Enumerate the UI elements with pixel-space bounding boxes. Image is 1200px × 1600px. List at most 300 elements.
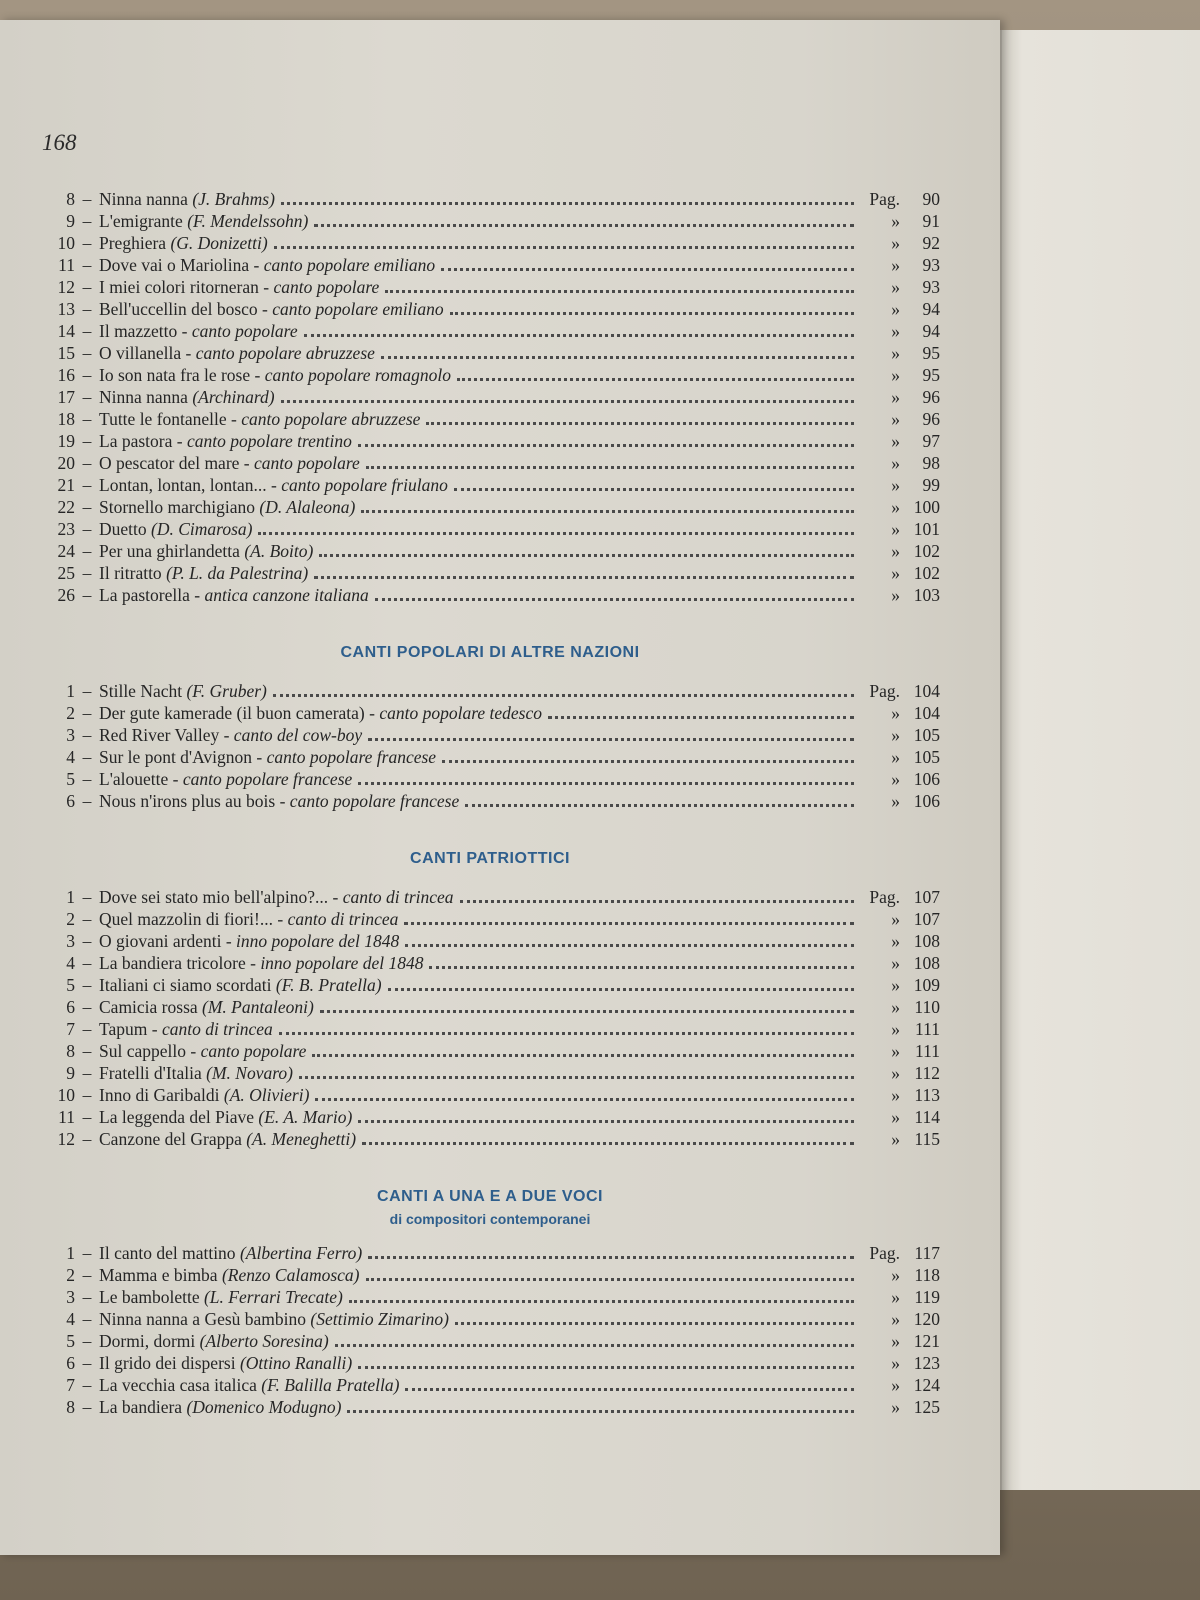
item-title-text: Ninna nanna — [99, 189, 193, 209]
dot-leader — [314, 210, 854, 227]
pag-label: » — [891, 453, 900, 473]
item-title — [99, 1352, 352, 1374]
list-item — [40, 474, 940, 496]
item-page: 115 — [914, 1129, 940, 1149]
item-number: 21 — [57, 475, 75, 495]
pag-label: » — [891, 953, 900, 973]
item-dash: – — [82, 211, 92, 231]
item-title-text: Duetto — [99, 519, 152, 539]
item-author: (F. B. Pratella) — [275, 975, 382, 995]
pag-label: » — [891, 1129, 900, 1149]
item-number: 1 — [66, 887, 75, 907]
pag-label: » — [891, 975, 900, 995]
pag-label: » — [891, 909, 900, 929]
item-title — [99, 1242, 362, 1264]
item-author: (P. L. da Palestrina) — [166, 563, 309, 583]
item-page: 111 — [915, 1019, 940, 1039]
item-page: 107 — [913, 909, 940, 929]
item-number: 15 — [57, 343, 75, 363]
list-item — [40, 1308, 940, 1330]
list-item — [40, 1040, 940, 1062]
item-number: 18 — [57, 409, 75, 429]
item-number: 4 — [66, 953, 75, 973]
dot-leader — [273, 680, 854, 697]
dot-leader — [349, 1286, 854, 1303]
item-number: 16 — [57, 365, 75, 385]
dot-leader — [361, 496, 854, 513]
pag-label: » — [891, 365, 900, 385]
dot-leader — [381, 342, 854, 359]
item-dash: – — [82, 299, 92, 319]
item-title — [99, 1264, 360, 1286]
item-author: (L. Ferrari Trecate) — [203, 1287, 343, 1307]
item-title-text: Inno di Garibaldi — [99, 1085, 224, 1105]
list-item — [40, 768, 940, 790]
item-title-text: Italiani ci siamo scordati — [99, 975, 276, 995]
item-title — [99, 1330, 329, 1352]
item-title-text: O giovani ardenti - — [99, 931, 237, 951]
item-dash: – — [82, 1107, 92, 1127]
item-number: 3 — [66, 1287, 75, 1307]
item-title — [99, 680, 267, 702]
item-dash: – — [82, 409, 92, 429]
dot-leader — [442, 746, 854, 763]
pag-label: » — [891, 703, 900, 723]
book-cover-edge — [1000, 30, 1200, 1490]
section-title: CANTI POPOLARI DI ALTRE NAZIONI — [340, 644, 640, 661]
item-author: (G. Donizetti) — [170, 233, 268, 253]
pag-label: » — [891, 563, 900, 583]
pag-label: Pag. — [869, 189, 900, 209]
item-title — [99, 540, 313, 562]
section-title: CANTI A UNA E A DUE VOCI — [377, 1188, 603, 1205]
item-dash: – — [82, 791, 92, 811]
dot-leader — [388, 974, 854, 991]
item-author: canto popolare friulano — [281, 475, 448, 495]
item-title-text: Quel mazzolin di fiori!... - — [99, 909, 288, 929]
pag-label: » — [891, 299, 900, 319]
item-page: 120 — [913, 1309, 940, 1329]
list-item — [40, 1330, 940, 1352]
item-title-text: La vecchia casa italica — [99, 1375, 262, 1395]
item-author: canto di trincea — [161, 1019, 273, 1039]
pag-label: » — [891, 1375, 900, 1395]
item-title — [99, 724, 362, 746]
item-title-text: Red River Valley - — [99, 725, 234, 745]
pag-label: » — [891, 1107, 900, 1127]
item-number: 19 — [57, 431, 75, 451]
item-title-text: O villanella - — [99, 343, 196, 363]
list-item — [40, 342, 940, 364]
list-item — [40, 254, 940, 276]
pag-label: » — [891, 409, 900, 429]
dot-leader — [465, 790, 854, 807]
item-number: 2 — [66, 909, 75, 929]
item-title-text: O pescator del mare - — [99, 453, 254, 473]
item-dash: – — [82, 931, 92, 951]
dot-leader — [460, 886, 854, 903]
item-number: 8 — [66, 1041, 75, 1061]
list-item — [40, 1396, 940, 1418]
item-title — [99, 320, 298, 342]
pag-label: Pag. — [869, 681, 900, 701]
pag-label: » — [891, 343, 900, 363]
item-number: 12 — [57, 1129, 75, 1149]
item-dash: – — [82, 1331, 92, 1351]
item-title-text: Dove vai o Mariolina - — [99, 255, 264, 275]
dot-leader — [368, 724, 854, 741]
dot-leader — [548, 702, 854, 719]
pag-label: » — [891, 1063, 900, 1083]
item-number: 5 — [66, 975, 75, 995]
item-number: 26 — [57, 585, 75, 605]
dot-leader — [454, 474, 854, 491]
item-author: canto popolare francese — [289, 791, 460, 811]
item-dash: – — [82, 541, 92, 561]
dot-leader — [404, 908, 854, 925]
item-dash: – — [82, 909, 92, 929]
item-dash: – — [82, 725, 92, 745]
item-dash: – — [82, 703, 92, 723]
item-dash: – — [82, 365, 92, 385]
item-author: (Domenico Modugno) — [186, 1397, 342, 1417]
item-title — [99, 1374, 399, 1396]
item-dash: – — [82, 887, 92, 907]
item-title — [99, 386, 275, 408]
item-title — [99, 496, 355, 518]
item-dash: – — [82, 1309, 92, 1329]
item-title-text: Sul cappello - — [99, 1041, 201, 1061]
item-author: canto di trincea — [342, 887, 454, 907]
item-title-text: Stornello marchigiano — [99, 497, 260, 517]
item-title-text: L'alouette - — [99, 769, 183, 789]
item-title — [99, 408, 420, 430]
item-author: (Archinard) — [192, 387, 275, 407]
list-item — [40, 430, 940, 452]
item-page: 108 — [913, 953, 940, 973]
item-author: (J. Brahms) — [192, 189, 275, 209]
item-title-text: Stille Nacht — [99, 681, 187, 701]
pag-label: » — [891, 997, 900, 1017]
pag-label: Pag. — [869, 1243, 900, 1263]
pag-label: » — [891, 277, 900, 297]
dot-leader — [315, 1084, 854, 1101]
item-dash: – — [82, 1265, 92, 1285]
item-page: 106 — [913, 769, 940, 789]
section-title: CANTI PATRIOTTICI — [410, 850, 570, 867]
item-author: (A. Boito) — [244, 541, 314, 561]
page-number: 168 — [42, 130, 77, 155]
item-author: (Settimio Zimarino) — [310, 1309, 449, 1329]
item-title — [99, 1106, 352, 1128]
section-gap — [40, 1228, 940, 1242]
item-page: 107 — [913, 887, 940, 907]
item-title — [99, 886, 454, 908]
list-item — [40, 930, 940, 952]
item-number: 9 — [66, 211, 75, 231]
item-author: canto popolare abruzzese — [195, 343, 375, 363]
item-number: 7 — [66, 1375, 75, 1395]
item-author: (Renzo Calamosca) — [221, 1265, 360, 1285]
item-author: canto di trincea — [287, 909, 399, 929]
dot-leader — [281, 386, 854, 403]
pag-label: » — [891, 747, 900, 767]
item-title-text: Il ritratto — [99, 563, 167, 583]
item-page: 105 — [913, 747, 940, 767]
item-author: canto popolare emiliano — [272, 299, 444, 319]
item-title-text: Per una ghirlandetta — [99, 541, 245, 561]
item-number: 4 — [66, 1309, 75, 1329]
item-author: canto popolare emiliano — [263, 255, 436, 275]
dot-leader — [312, 1040, 854, 1057]
list-item — [40, 1374, 940, 1396]
dot-leader — [362, 1128, 854, 1145]
item-number: 14 — [57, 321, 75, 341]
item-dash: – — [82, 1397, 92, 1417]
item-title-text: I miei colori ritorneran - — [99, 277, 274, 297]
item-page: 104 — [913, 703, 940, 723]
item-title-text: Il mazzetto - — [99, 321, 192, 341]
item-dash: – — [82, 1063, 92, 1083]
item-page: 102 — [913, 541, 940, 561]
item-dash: – — [82, 975, 92, 995]
item-author: canto popolare francese — [266, 747, 437, 767]
item-number: 8 — [66, 1397, 75, 1417]
item-author: canto popolare abruzzese — [241, 409, 421, 429]
item-number: 25 — [57, 563, 75, 583]
dot-leader — [299, 1062, 854, 1079]
list-item — [40, 1106, 940, 1128]
item-page: 118 — [914, 1265, 940, 1285]
item-author: (F. Gruber) — [186, 681, 267, 701]
item-title-text: La bandiera tricolore - — [99, 953, 261, 973]
item-author: canto popolare — [191, 321, 298, 341]
list-item — [40, 680, 940, 702]
item-page: 92 — [922, 233, 940, 253]
dot-leader — [366, 452, 854, 469]
item-title-text: La leggenda del Piave — [99, 1107, 259, 1127]
item-title — [99, 298, 444, 320]
list-item — [40, 452, 940, 474]
dot-leader — [320, 996, 854, 1013]
item-dash: – — [82, 1375, 92, 1395]
item-title-text: Io son nata fra le rose - — [99, 365, 265, 385]
list-item — [40, 702, 940, 724]
item-title-text: Bell'uccellin del bosco - — [99, 299, 273, 319]
item-number: 7 — [66, 1019, 75, 1039]
list-item — [40, 562, 940, 584]
item-author: (D. Alaleona) — [259, 497, 356, 517]
table-of-contents — [40, 188, 940, 1418]
item-number: 1 — [66, 1243, 75, 1263]
pag-label: Pag. — [869, 887, 900, 907]
item-title — [99, 930, 399, 952]
item-title — [99, 996, 314, 1018]
item-title — [99, 1396, 341, 1418]
item-title-text: Tapum - — [99, 1019, 162, 1039]
pag-label: » — [891, 321, 900, 341]
item-title — [99, 342, 375, 364]
item-title — [99, 254, 435, 276]
list-item — [40, 1264, 940, 1286]
pag-label: » — [891, 1019, 900, 1039]
item-author: canto popolare romagnolo — [264, 365, 452, 385]
list-item — [40, 1352, 940, 1374]
item-dash: – — [82, 1353, 92, 1373]
pag-label: » — [891, 1041, 900, 1061]
item-title-text: Il grido dei dispersi — [99, 1353, 240, 1373]
item-title-text: L'emigrante — [99, 211, 188, 231]
item-title — [99, 768, 352, 790]
list-item — [40, 276, 940, 298]
dot-leader — [335, 1330, 854, 1347]
item-page: 105 — [913, 725, 940, 745]
item-page: 102 — [913, 563, 940, 583]
item-author: (A. Meneghetti) — [246, 1129, 357, 1149]
list-item — [40, 1084, 940, 1106]
pag-label: » — [891, 585, 900, 605]
item-title — [99, 210, 308, 232]
item-page: 95 — [922, 343, 940, 363]
pag-label: » — [891, 1353, 900, 1373]
item-dash: – — [82, 431, 92, 451]
list-item — [40, 746, 940, 768]
item-page: 119 — [914, 1287, 940, 1307]
dot-leader — [441, 254, 854, 271]
item-title-text: Mamma e bimba — [99, 1265, 222, 1285]
item-page: 90 — [922, 189, 940, 209]
item-dash: – — [82, 453, 92, 473]
item-dash: – — [82, 233, 92, 253]
pag-label: » — [891, 211, 900, 231]
item-page: 103 — [913, 585, 940, 605]
item-title — [99, 908, 398, 930]
item-author: (Albertina Ferro) — [239, 1243, 363, 1263]
list-item — [40, 518, 940, 540]
dot-leader — [279, 1018, 854, 1035]
item-number: 8 — [66, 189, 75, 209]
item-author: (M. Pantaleoni) — [202, 997, 314, 1017]
item-number: 6 — [66, 791, 75, 811]
pag-label: » — [891, 1265, 900, 1285]
item-number: 5 — [66, 1331, 75, 1351]
item-dash: – — [82, 1287, 92, 1307]
item-page: 109 — [913, 975, 940, 995]
item-dash: – — [82, 189, 92, 209]
item-title — [99, 430, 352, 452]
item-number: 22 — [57, 497, 75, 517]
item-number: 11 — [58, 1107, 75, 1127]
item-title — [99, 188, 275, 210]
list-item — [40, 540, 940, 562]
item-title — [99, 1128, 356, 1150]
section-gap — [40, 872, 940, 886]
item-page: 114 — [914, 1107, 940, 1127]
list-item — [40, 952, 940, 974]
list-item — [40, 408, 940, 430]
item-number: 2 — [66, 703, 75, 723]
dot-leader — [457, 364, 854, 381]
item-number: 10 — [57, 233, 75, 253]
dot-leader — [304, 320, 854, 337]
item-author: canto popolare — [273, 277, 380, 297]
list-item — [40, 364, 940, 386]
section-gap — [40, 812, 940, 846]
item-page: 98 — [922, 453, 940, 473]
pag-label: » — [891, 387, 900, 407]
dot-leader — [405, 930, 854, 947]
item-number: 11 — [58, 255, 75, 275]
item-page: 97 — [922, 431, 940, 451]
item-page: 104 — [913, 681, 940, 701]
section-gap — [40, 1150, 940, 1184]
item-title — [99, 364, 451, 386]
pag-label: » — [891, 1287, 900, 1307]
item-number: 10 — [57, 1085, 75, 1105]
dot-leader — [258, 518, 854, 535]
item-title — [99, 518, 252, 540]
dot-leader — [347, 1396, 854, 1413]
item-title — [99, 276, 379, 298]
item-title — [99, 474, 448, 496]
item-number: 6 — [66, 1353, 75, 1373]
item-dash: – — [82, 343, 92, 363]
item-page: 111 — [915, 1041, 940, 1061]
item-author: (Ottino Ranalli) — [239, 1353, 353, 1373]
list-item — [40, 886, 940, 908]
item-title-text: Nous n'irons plus au bois - — [99, 791, 290, 811]
item-title-text: Sur le pont d'Avignon - — [99, 747, 267, 767]
pag-label: » — [891, 475, 900, 495]
item-author: inno popolare del 1848 — [236, 931, 400, 951]
pag-label: » — [891, 1085, 900, 1105]
list-item — [40, 1018, 940, 1040]
item-title-text: Dove sei stato mio bell'alpino?... - — [99, 887, 343, 907]
pag-label: » — [891, 1331, 900, 1351]
list-item — [40, 496, 940, 518]
item-page: 94 — [922, 299, 940, 319]
list-item — [40, 386, 940, 408]
item-page: 100 — [913, 497, 940, 517]
item-title-text: Camicia rossa — [99, 997, 203, 1017]
item-page: 94 — [922, 321, 940, 341]
item-title — [99, 1040, 306, 1062]
item-number: 24 — [57, 541, 75, 561]
item-number: 12 — [57, 277, 75, 297]
item-title — [99, 702, 542, 724]
list-item — [40, 790, 940, 812]
item-author: (Alberto Soresina) — [199, 1331, 329, 1351]
item-title-text: Dormi, dormi — [99, 1331, 200, 1351]
item-title-text: La bandiera — [99, 1397, 187, 1417]
item-dash: – — [82, 321, 92, 341]
item-title-text: Il canto del mattino — [99, 1243, 240, 1263]
item-dash: – — [82, 681, 92, 701]
item-dash: – — [82, 997, 92, 1017]
dot-leader — [426, 408, 854, 425]
list-item — [40, 1128, 940, 1150]
list-item — [40, 584, 940, 606]
dot-leader — [455, 1308, 854, 1325]
list-item — [40, 1242, 940, 1264]
pag-label: » — [891, 497, 900, 517]
item-author: (A. Olivieri) — [223, 1085, 310, 1105]
item-number: 4 — [66, 747, 75, 767]
pag-label: » — [891, 431, 900, 451]
item-dash: – — [82, 1019, 92, 1039]
item-number: 13 — [57, 299, 75, 319]
item-page: 110 — [914, 997, 940, 1017]
